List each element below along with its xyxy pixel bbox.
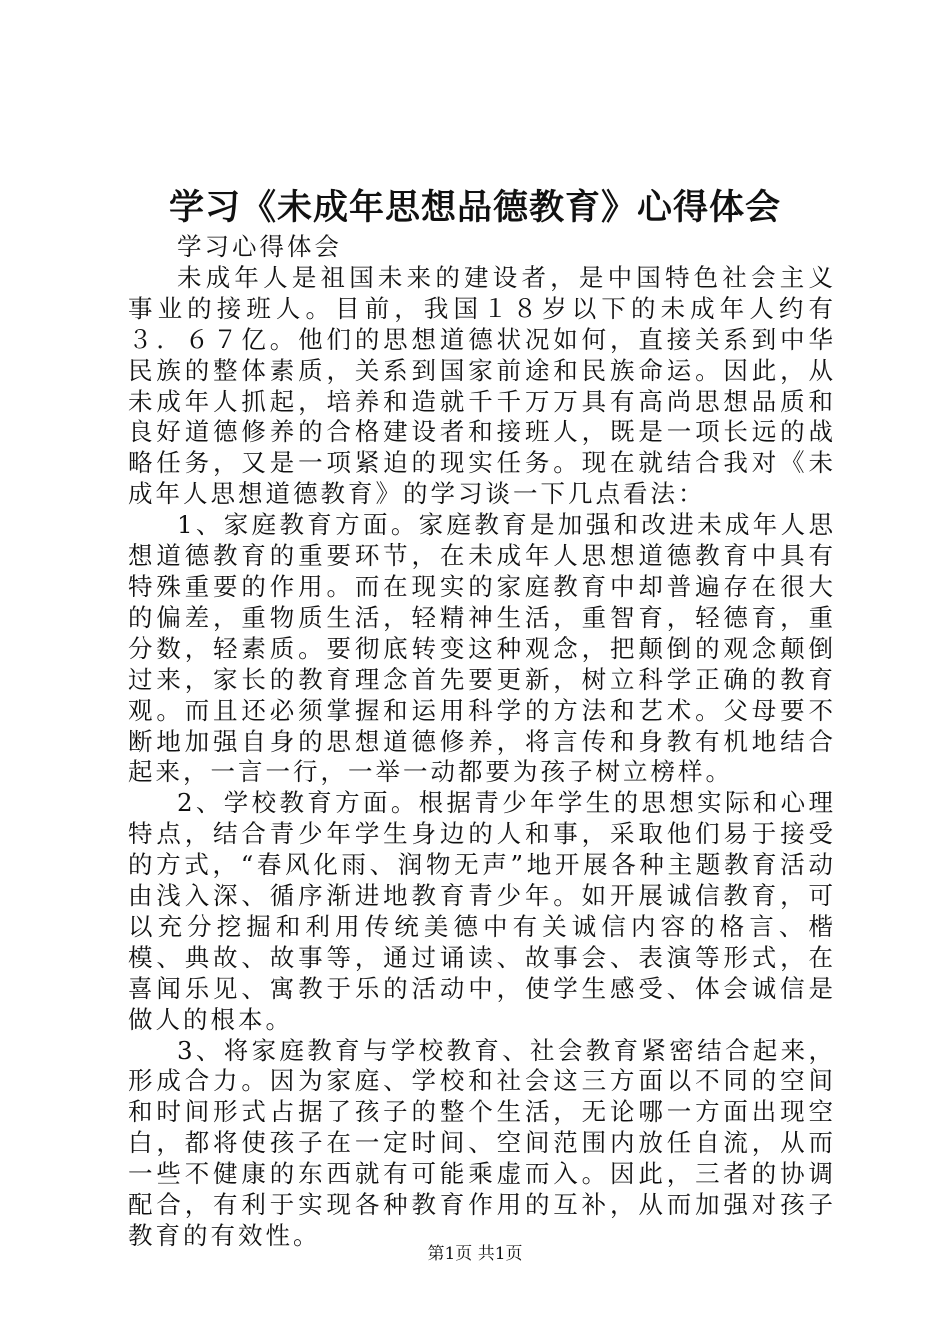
paragraph-school-education: 2、学校教育方面。根据青少年学生的思想实际和心理特点，结合青少年学生身边的人和事，采取他们易于接受的方式，“春风化雨、润物无声”地开展各种主题教育活动由浅入深、循序渐进地教育青少年。如开展诚信教育，可以充分挖掘和利用传统美德中有关诚信内容的格言、楷模、典故、故事等，通过诵读、故事会、表演等形式，在喜闻乐见、寓教于乐的活动中，使学生感受、体会诚信是做人的根本。 — [128, 788, 836, 1034]
paragraph-combined-education: 3、将家庭教育与学校教育、社会教育紧密结合起来，形成合力。因为家庭、学校和社会这三方面以不同的空间和时间形式占据了孩子的整个生活，无论哪一方面出现空白，都将使孩子在一定时间、空间范围内放任自流，从而一些不健康的东西就有可能乘虚而入。因此，三者的协调配合，有利于实现各种教育作用的互补，从而加强对孩子教育的有效性。 — [128, 1035, 836, 1250]
page-footer: 第1页 共1页 — [427, 1244, 523, 1264]
document-title: 学习《未成年思想品德教育》心得体会 — [168, 187, 781, 228]
document-body — [128, 232, 836, 1252]
paragraph-intro: 未成年人是祖国未来的建设者，是中国特色社会主义事业的接班人。目前，我国１８岁以下的未成年人约有３．６７亿。他们的思想道德状况如何，直接关系到中华民族的整体素质，关系到国家前途和民族命运。因此，从未成年人抓起，培养和造就千千万万具有高尚思想品质和良好道德修养的合格建设者和接班人，既是一项长远的战略任务，又是一项紧迫的现实任务。现在就结合我对《未成年人思想道德教育》的学习谈一下几点看法： — [128, 262, 836, 509]
paragraph-family-education: 1、家庭教育方面。家庭教育是加强和改进未成年人思想道德教育的重要环节，在未成年人思想道德教育中具有特殊重要的作用。而在现实的家庭教育中却普遍存在很大的偏差，重物质生活，轻精神生活，重智育，轻德育，重分数，轻素质。要彻底转变这种观念，把颠倒的观念颠倒过来，家长的教育理念首先要更新，树立科学正确的教育观。而且还必须掌握和运用科学的方法和艺术。父母要不断地加强自身的思想道德修养，将言传和身教有机地结合起来，一言一行，一举一动都要为孩子树立榜样。 — [128, 510, 836, 787]
document-subtitle: 学习心得体会 — [177, 232, 342, 261]
